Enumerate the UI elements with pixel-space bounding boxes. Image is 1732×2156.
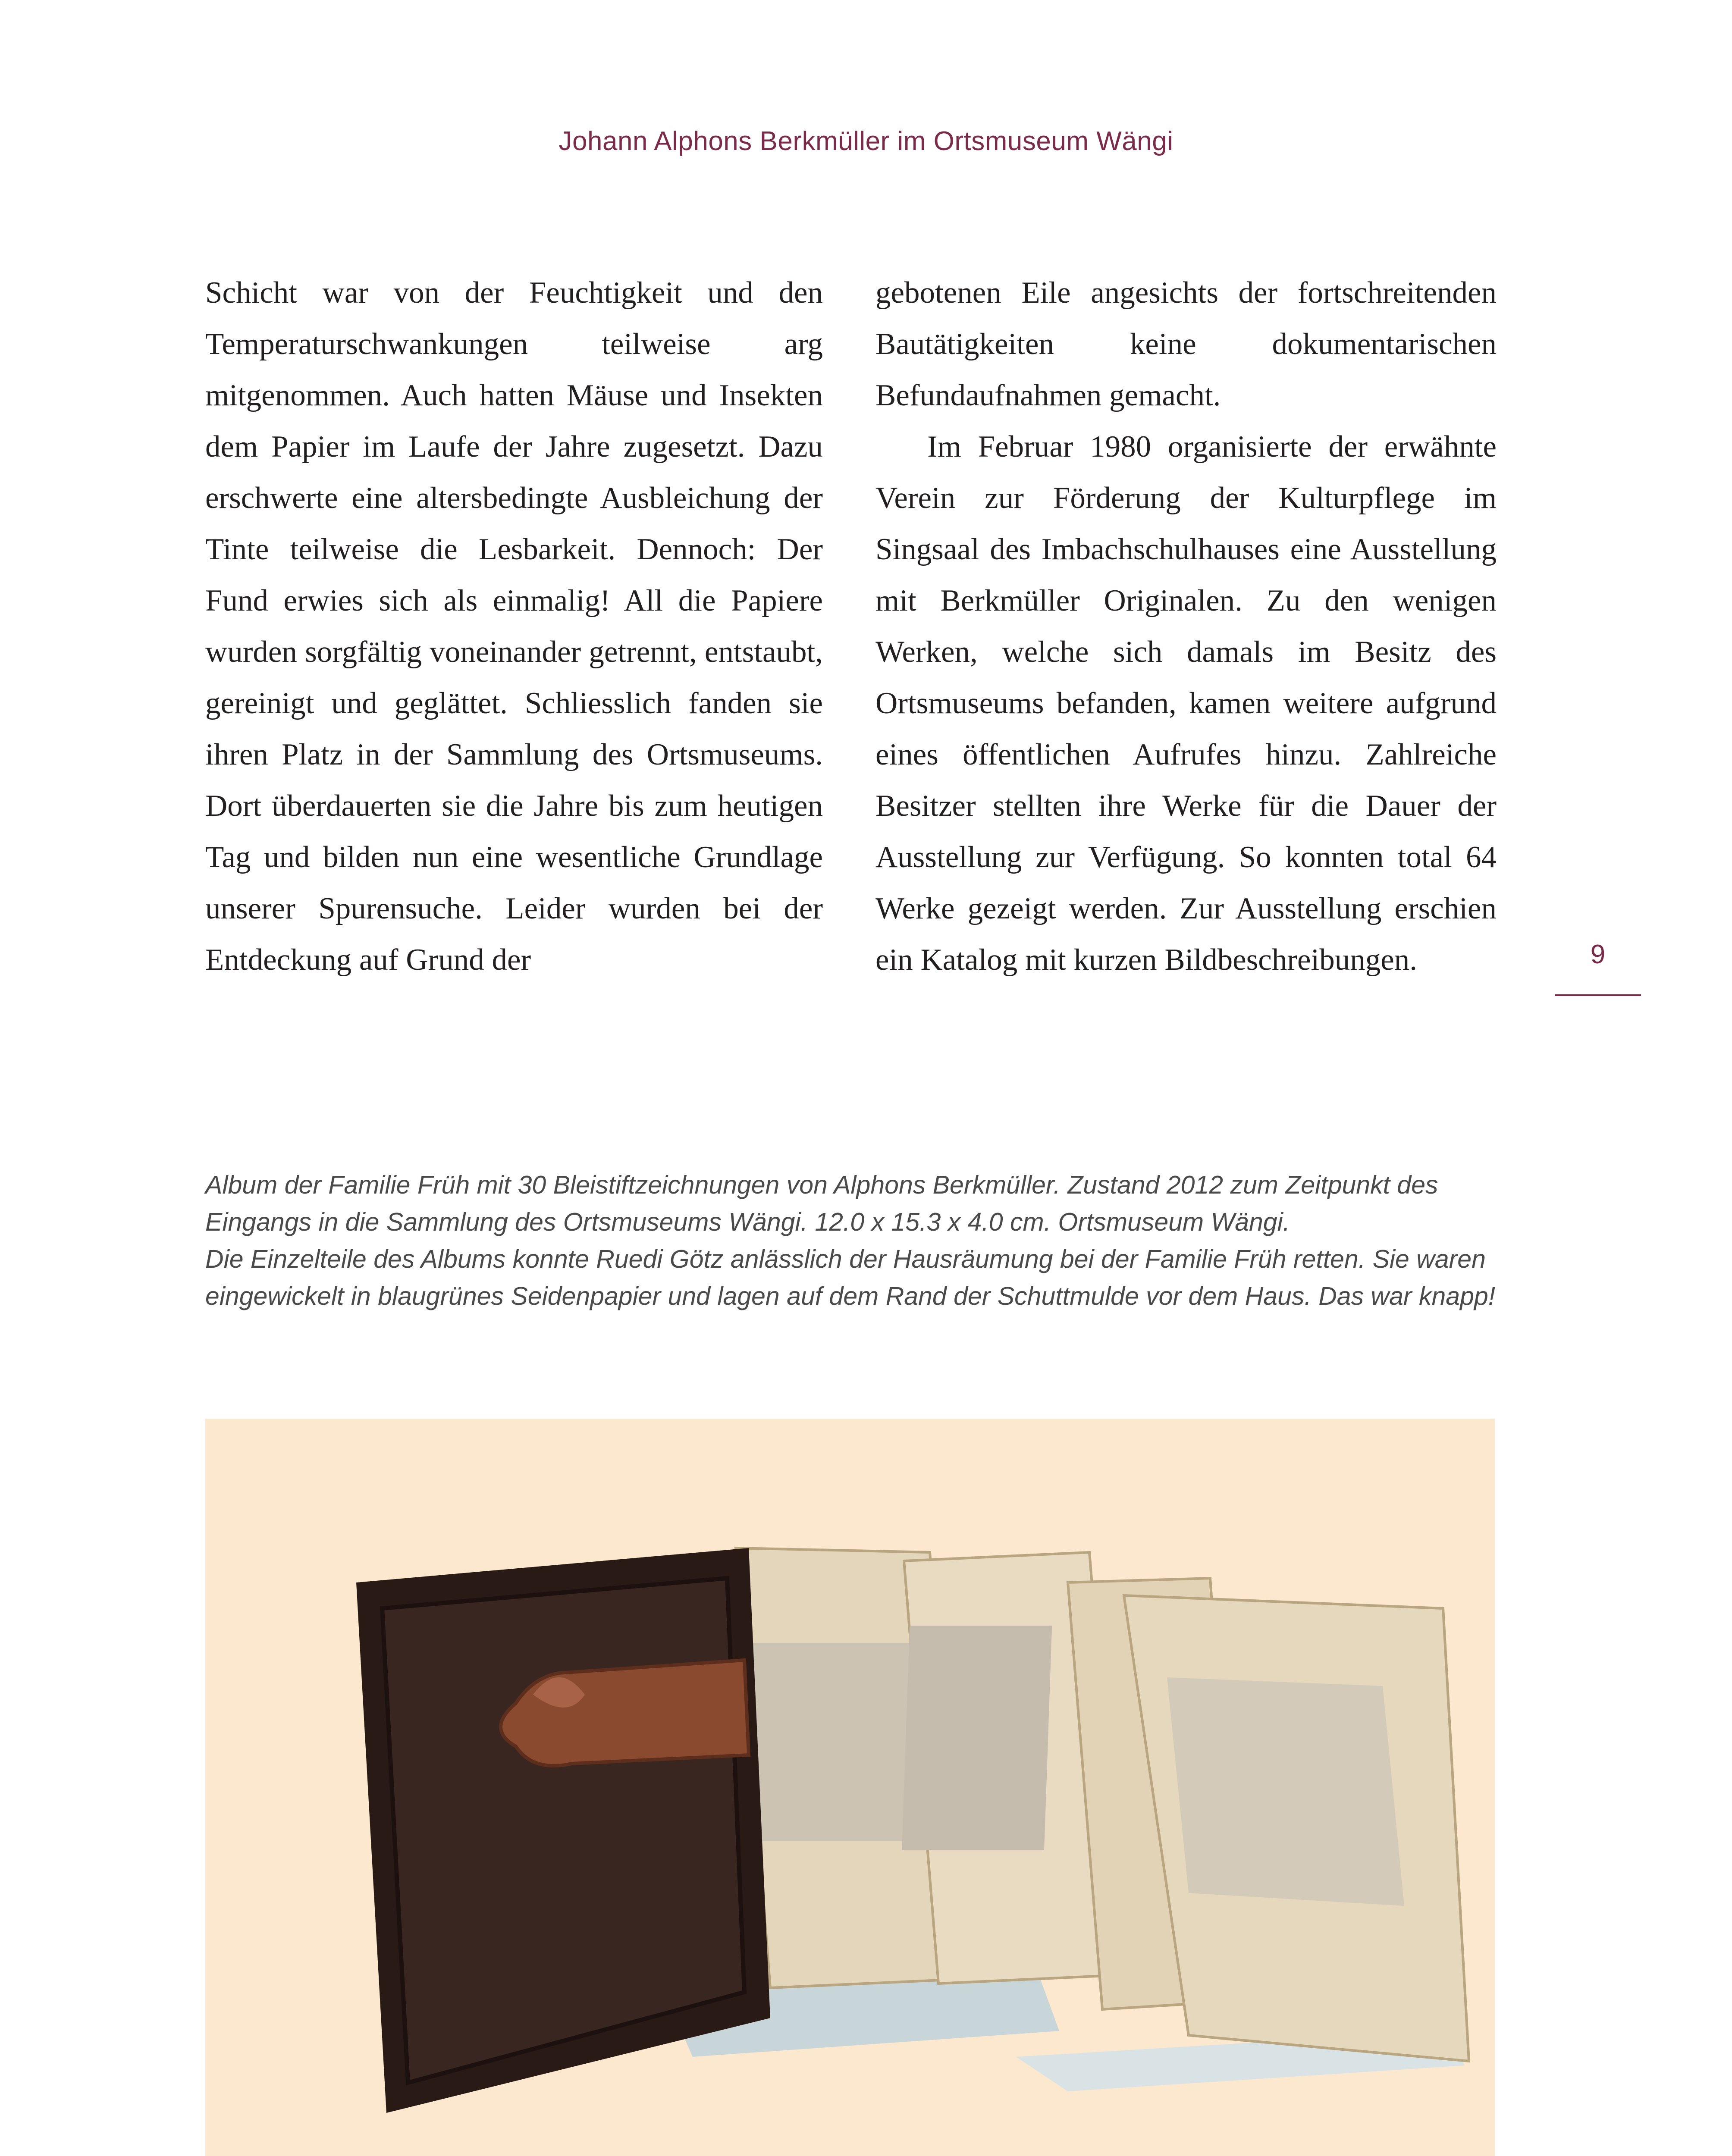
album-illustration <box>205 1419 1495 2156</box>
running-title: Johann Alphons Berkmüller im Ortsmuseum Wängi <box>559 126 1173 156</box>
pencil-drawing <box>743 1643 913 1841</box>
text-column-right <box>875 267 1497 986</box>
text-column-left <box>205 267 823 986</box>
body-paragraph: Schicht war von der Feuchtigkeit und den Temperaturschwankungen teilweise arg mitgenommen. Auch hatten Mäuse und Insekten dem Papier im Laufe der Jahre zugesetzt. Dazu erschwerte eine altersbedingte Ausbleichung der Tinte teilweise die Lesbarkeit. Dennoch: Der Fund erwies sich als einmalig! All die Papiere wurden sorgfältig voneinander getrennt, entstaubt, gereinigt und geglättet. Schliesslich fanden sie ihren Platz in der Sammlung des Ortsmuseums. Dort überdauerten sie die Jahre bis zum heutigen Tag und bilden nun eine wesentliche Grundlage unserer Spurensuche. Leider wurden bei der Entdeckung auf Grund der <box>205 276 823 977</box>
page-number: 9 <box>1590 940 1606 969</box>
caption-line: Die Einzelteile des Albums konnte Ruedi Götz anlässlich der Hausräumung bei der Familie Früh retten. Sie waren eingewickelt in blaugrünes Seidenpapier und lagen auf dem Rand der Schuttmulde vor dem Haus. Das war knapp! <box>205 1245 1496 1310</box>
body-paragraph: gebotenen Eile angesichts der fortschreitenden Bautätigkeiten keine dokumentarischen Befundaufnahmen gemacht. <box>875 276 1497 412</box>
album-cover-panel <box>382 1578 744 2083</box>
page-number-rule <box>1555 994 1641 996</box>
pencil-drawing <box>1167 1677 1404 1906</box>
album-photo <box>205 1419 1495 2156</box>
figure-caption <box>205 1166 1508 1315</box>
body-paragraph: Im Februar 1980 organisierte der erwähnte Verein zur Förderung der Kulturpflege im Singsaal des Imbachschulhauses eine Ausstellung mit Berkmüller Originalen. Zu den wenigen Werken, welche sich damals im Besitz des Ortsmuseums befanden, kamen weitere aufgrund eines öffentlichen Aufrufes hinzu. Zahlreiche Besitzer stellten ihre Werke für die Dauer der Ausstellung zur Verfügung. So konnten total 64 Werke gezeigt werden. Zur Ausstellung erschien ein Katalog mit kurzen Bildbeschreibungen. <box>875 430 1497 977</box>
caption-line: Album der Familie Früh mit 30 Bleistiftzeichnungen von Alphons Berkmüller. Zustand 2012 zum Zeitpunkt des Eingangs in die Sammlung des Ortsmuseums Wängi. 12.0 x 15.3 x 4.0 cm. Ortsmuseum Wängi. <box>205 1171 1438 1236</box>
pencil-drawing <box>902 1626 1052 1850</box>
